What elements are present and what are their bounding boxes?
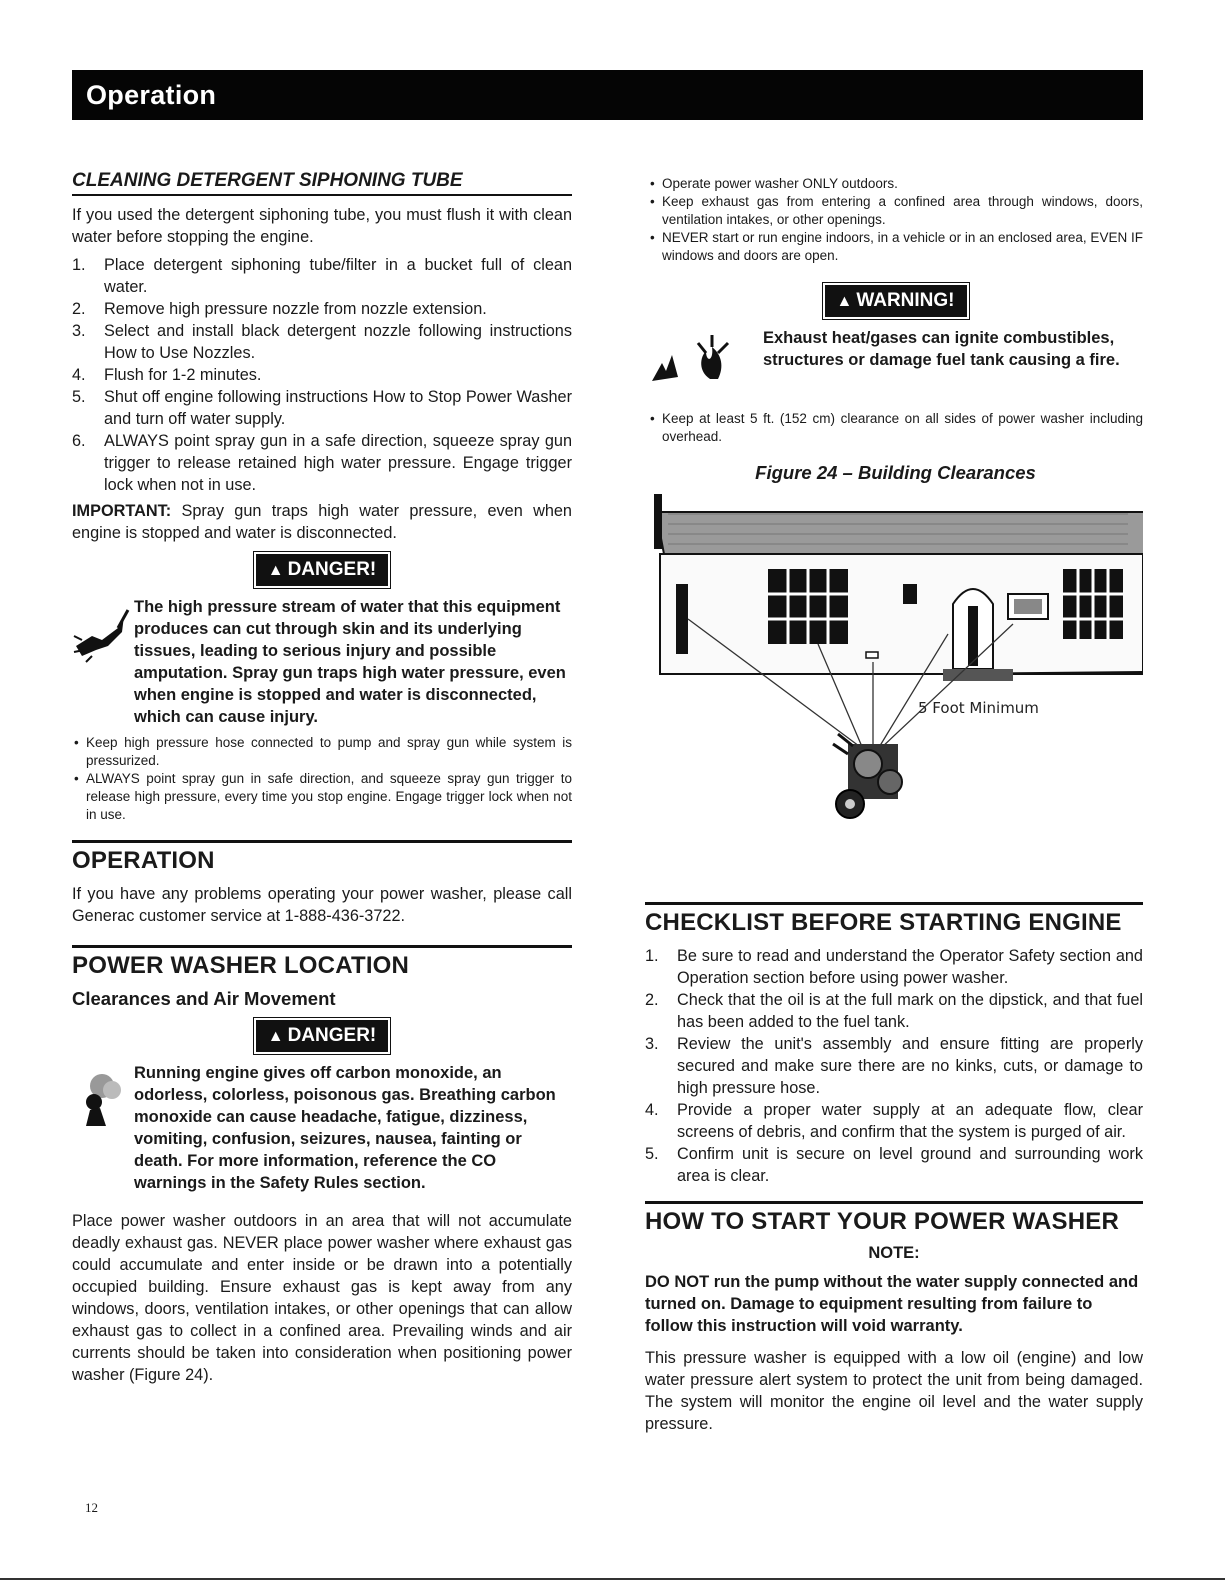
detergent-heading: CLEANING DETERGENT SIPHONING TUBE [72,170,572,196]
danger-bullets [72,734,572,824]
list-item: 5. Confirm unit is secure on level ground and surrounding work area is clear. [645,1145,1143,1185]
building-clearance-figure [648,494,1143,854]
left-column [72,170,572,1392]
page-number: 12 [85,1500,98,1515]
checklist-steps [645,945,1143,1187]
fire-warning-block [648,327,1143,390]
detergent-intro: If you used the detergent siphoning tube, you must flush it with clean water before stopping the engine. [72,206,572,246]
list-item: 2. Check that the oil is at the full mark on the dipstick, and that fuel has been added to the fuel tank. [645,991,1143,1031]
start-paragraph: This pressure washer is equipped with a low oil (engine) and low water pressure alert system to protect the unit from being damaged. The system will monitor the engine oil level and the water supply pressure. [645,1349,1143,1433]
figure-title: Figure 24 – Building Clearances [755,462,1036,483]
list-item: • Keep high pressure hose connected to pump and spray gun while system is pressurized. [72,734,572,770]
danger-badge-wrap [72,1020,572,1052]
list-item: 2. Remove high pressure nozzle from nozzle extension. [72,300,487,318]
note-text: DO NOT run the pump without the water supply connected and turned on. Damage to equipment resulting from failure to follow this instruction will void warranty. [645,1273,1139,1335]
checklist-heading: CHECKLIST BEFORE STARTING ENGINE [645,902,1143,937]
warning-badge-wrap [648,285,1143,317]
list-item: 1. Be sure to read and understand the Operator Safety section and Operation section before using power washer. [645,947,1143,987]
list-item: 4. Provide a proper water supply at an adequate flow, clear screens of debris, and confirm that the system is purged of air. [645,1101,1143,1141]
operation-text: If you have any problems operating your power washer, please call Generac customer service at 1-888-436-3722. [72,885,572,925]
list-item: 3. Select and install black detergent nozzle following instructions How to Use Nozzles. [72,322,572,362]
location-heading: POWER WASHER LOCATION [72,945,572,980]
high-pressure-injection-icon [72,596,134,669]
list-item: • NEVER start or run engine indoors, in a vehicle or in an enclosed area, EVEN IF windows and doors are open. [648,229,1143,265]
list-item: • Keep exhaust gas from entering a confined area through windows, doors, ventilation intakes, or other openings. [648,193,1143,229]
fire-warning-text: Exhaust heat/gases can ignite combustibles, structures or damage fuel tank causing a fire. [763,329,1120,369]
detergent-steps [72,254,572,496]
list-item: • ALWAYS point spray gun in safe direction, and squeeze spray gun trigger to release high pressure, every time you stop engine. Engage trigger lock when not in use. [72,770,572,824]
danger-text: The high pressure stream of water that this equipment produces can cut through skin and its underlying tissues, leading to serious injury and possible amputation. Spray gun traps high water pressure, even when engine is stopped and water is disconnected, which can cause injury. [134,598,566,726]
right-column-bottom [645,902,1143,1441]
list-item: 6. ALWAYS point spray gun in a safe direction, squeeze spray gun trigger to release retained high water pressure. Engage trigger lock when not in use. [72,432,572,494]
fire-icon [648,327,763,390]
clearance-bullets [648,410,1143,446]
list-item: 3. Review the unit's assembly and ensure fitting are properly secured and make sure there are no kinks, cuts, or damage to high pressure hose. [645,1035,1143,1097]
important-note: IMPORTANT: Spray gun traps high water pressure, even when engine is stopped and water is disconnected. [72,502,572,542]
warning-badge: ▲ WARNING! [825,285,967,317]
banner-title: Operation [86,79,217,110]
toxic-fumes-icon [72,1062,134,1135]
list-item: 4. Flush for 1-2 minutes. [72,366,262,384]
list-item: 5. Shut off engine following instructions How to Stop Power Washer and turn off water supply. [72,388,572,428]
co-danger-text: Running engine gives off carbon monoxide, an odorless, colorless, poisonous gas. Breathing carbon monoxide can cause headache, fatigue, dizziness, vomiting, confusion, seizures, nausea, fainting or death. For more information, reference the CO warnings in the Safety Rules section. [134,1064,556,1192]
list-item: 1. Place detergent siphoning tube/filter in a bucket full of clean water. [72,256,572,296]
list-item: • Keep at least 5 ft. (152 cm) clearance on all sides of power washer including overhead. [648,410,1143,446]
bottom-rule [0,1578,1225,1580]
figure-label: 5 Foot Minimum [918,699,1039,717]
danger-badge: ▲ DANGER! [256,554,389,586]
co-danger-block [72,1062,572,1194]
location-paragraph: Place power washer outdoors in an area that will not accumulate deadly exhaust gas. NEVER place power washer where exhaust gas could accumulate and enter inside or be drawn into a potentially occupied building. Ensure exhaust gas is kept away from any windows, doors, ventilation intakes, or other openings that can allow exhaust gas to collect in a confined area. Prevailing winds and air currents should be taken into consideration when positioning power washer (Figure 24). [72,1212,572,1384]
warning-triangle-icon: ▲ [836,293,853,310]
danger-badge: ▲ DANGER! [256,1020,389,1052]
clearances-subheading: Clearances and Air Movement [72,988,336,1009]
start-heading: HOW TO START YOUR POWER WASHER [645,1201,1143,1236]
right-column-top [648,175,1143,854]
section-banner [72,70,1143,120]
outdoor-bullets [648,175,1143,265]
danger-badge-wrap [72,554,572,586]
list-item: • Operate power washer ONLY outdoors. [648,175,1143,193]
warning-triangle-icon: ▲ [267,562,284,579]
warning-triangle-icon: ▲ [267,1028,284,1045]
note-label: NOTE: [868,1244,920,1262]
danger-block [72,596,572,728]
operation-heading: OPERATION [72,840,572,875]
